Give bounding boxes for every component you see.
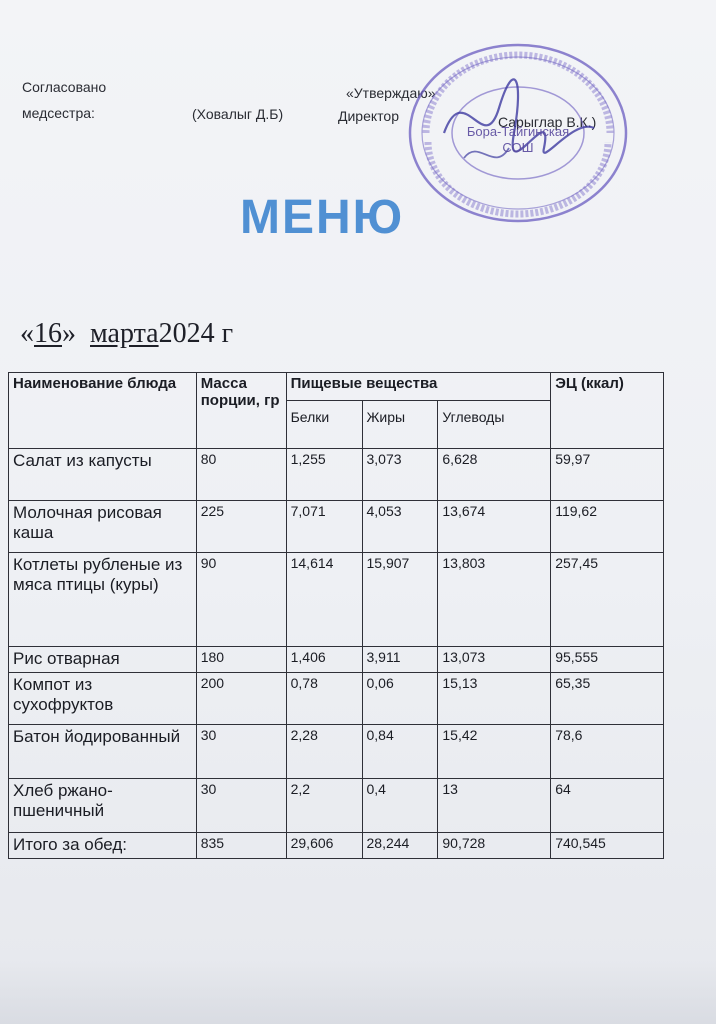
cell-dish: Котлеты рубленые из мяса птицы (куры) [9, 553, 197, 647]
cell-proteins: 1,255 [286, 449, 362, 501]
cell-carbs: 13 [438, 779, 551, 833]
cell-energy: 65,35 [551, 673, 664, 725]
date-open-quote: « [20, 318, 34, 349]
date-close-quote: » [62, 318, 76, 349]
cell-fats: 0,4 [362, 779, 438, 833]
cell-dish: Рис отварная [9, 647, 197, 673]
cell-mass: 200 [196, 673, 286, 725]
cell-dish: Молочная рисовая каша [9, 501, 197, 553]
header-carbs: Углеводы [438, 401, 551, 449]
cell-fats: 3,911 [362, 647, 438, 673]
nurse-name: (Ховалыг Д.Б) [192, 106, 284, 122]
cell-fats: 4,053 [362, 501, 438, 553]
cell-dish: Хлеб ржано-пшеничный [9, 779, 197, 833]
approved-label: «Утверждаю» [346, 85, 436, 101]
cell-proteins: 2,2 [286, 779, 362, 833]
cell-proteins: 14,614 [286, 553, 362, 647]
cell-energy: 257,45 [551, 553, 664, 647]
menu-table [8, 372, 664, 859]
header-dish: Наименование блюда [9, 373, 197, 449]
header-mass: Масса порции, гр [196, 373, 286, 449]
cell-carbs: 6,628 [438, 449, 551, 501]
nurse-role-label: медсестра: [22, 105, 95, 121]
cell-carbs: 15,42 [438, 725, 551, 779]
cell-mass: 90 [196, 553, 286, 647]
header-nutrients: Пищевые вещества [286, 373, 551, 401]
stamp-school-line1: Бора-Тайгинская [466, 124, 570, 139]
cell-dish: Батон йодированный [9, 725, 197, 779]
cell-energy: 59,97 [551, 449, 664, 501]
table-row [9, 449, 664, 501]
cell-mass: 30 [196, 779, 286, 833]
table-row [9, 553, 664, 647]
cell-energy: 78,6 [551, 725, 664, 779]
header-proteins: Белки [286, 401, 362, 449]
page-shadow [0, 960, 716, 1024]
cell-carbs: 15,13 [438, 673, 551, 725]
director-role-label: Директор [338, 108, 399, 124]
cell-proteins: 0,78 [286, 673, 362, 725]
cell-proteins: 1,406 [286, 647, 362, 673]
agreed-label: Согласовано [22, 79, 107, 95]
table-row [9, 673, 664, 725]
cell-fats: 15,907 [362, 553, 438, 647]
cell-mass: 835 [196, 833, 286, 859]
menu-title: МЕНЮ [240, 191, 405, 244]
header-energy: ЭЦ (ккал) [551, 373, 664, 449]
cell-fats: 28,244 [362, 833, 438, 859]
cell-fats: 0,06 [362, 673, 438, 725]
cell-mass: 30 [196, 725, 286, 779]
date-month: марта [90, 318, 159, 349]
menu-date [20, 318, 233, 350]
table-row [9, 779, 664, 833]
cell-mass: 80 [196, 449, 286, 501]
cell-dish: Компот из сухофруктов [9, 673, 197, 725]
cell-mass: 225 [196, 501, 286, 553]
cell-carbs: 90,728 [438, 833, 551, 859]
director-name: Сарыглар В.К.) [498, 114, 597, 130]
cell-carbs: 13,073 [438, 647, 551, 673]
table-row-total [9, 833, 664, 859]
cell-carbs: 13,674 [438, 501, 551, 553]
cell-energy: 119,62 [551, 501, 664, 553]
date-day: 16 [34, 318, 62, 349]
cell-energy: 740,545 [551, 833, 664, 859]
header-fats: Жиры [362, 401, 438, 449]
cell-proteins: 2,28 [286, 725, 362, 779]
table-row [9, 647, 664, 673]
cell-dish: Салат из капусты [9, 449, 197, 501]
stamp-school-name [452, 124, 584, 156]
date-year: 2024 г [158, 318, 234, 349]
cell-fats: 3,073 [362, 449, 438, 501]
cell-energy: 64 [551, 779, 664, 833]
table-row [9, 501, 664, 553]
cell-fats: 0,84 [362, 725, 438, 779]
cell-carbs: 13,803 [438, 553, 551, 647]
cell-proteins: 7,071 [286, 501, 362, 553]
stamp-school-line2: СОШ [502, 140, 534, 155]
cell-proteins: 29,606 [286, 833, 362, 859]
cell-mass: 180 [196, 647, 286, 673]
cell-energy: 95,555 [551, 647, 664, 673]
table-row [9, 725, 664, 779]
cell-dish: Итого за обед: [9, 833, 197, 859]
